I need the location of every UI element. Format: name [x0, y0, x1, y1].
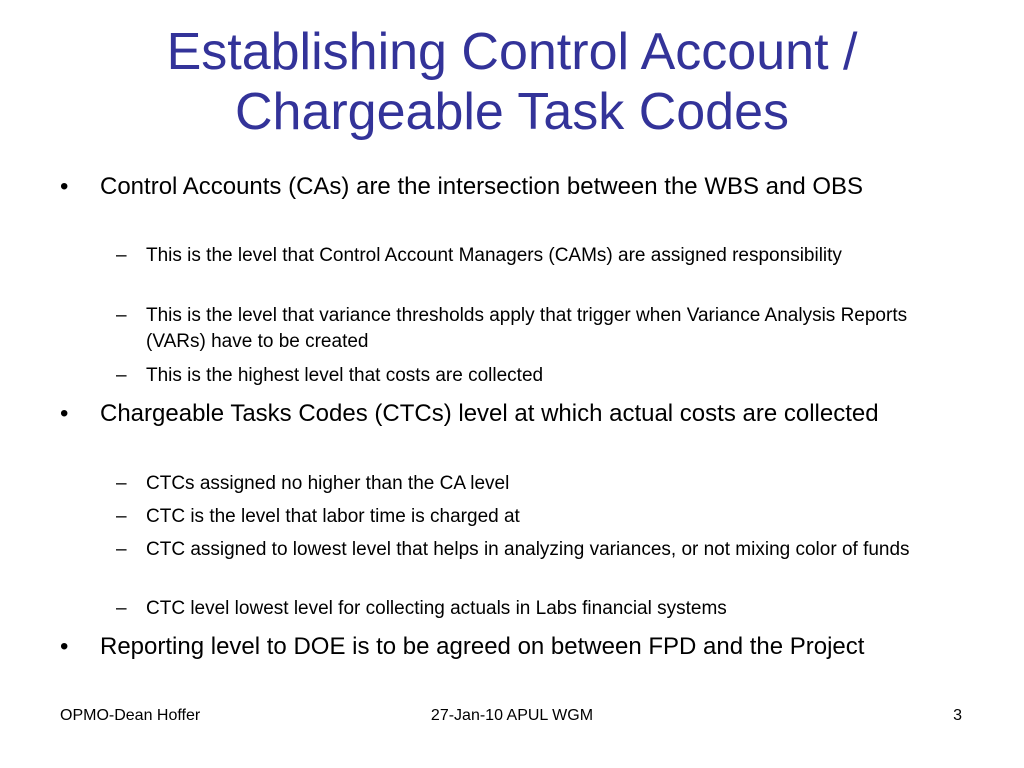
bullet-item: [60, 397, 960, 431]
sub-bullet-text: CTCs assigned no higher than the CA level: [146, 473, 510, 494]
slide-title-line-2: Chargeable Task Codes: [234, 83, 790, 141]
sub-bullet-text: This is the level that variance thresholds apply that trigger when Variance Analysis Reports (VARs) have to be created: [146, 305, 908, 352]
sub-bullet-item: [116, 363, 936, 389]
bullet-text: Reporting level to DOE is to be agreed on between FPD and the Project: [100, 633, 865, 660]
bullet-text: Control Accounts (CAs) are the intersection between the WBS and OBS: [100, 173, 864, 200]
sub-bullet-item: [116, 243, 936, 269]
dash-marker: –: [116, 473, 127, 494]
bullet-item: [60, 630, 960, 664]
sub-bullet-text: CTC assigned to lowest level that helps in analyzing variances, or not mixing color of funds: [146, 539, 910, 560]
sub-bullet-item: [116, 504, 936, 530]
bullet-item: [60, 170, 960, 204]
sub-bullet-text: CTC level lowest level for collecting actuals in Labs financial systems: [146, 598, 727, 619]
footer-page-number: 3: [953, 707, 962, 724]
bullet-text: Chargeable Tasks Codes (CTCs) level at which actual costs are collected: [100, 400, 879, 427]
sub-bullet-item: [116, 537, 936, 563]
sub-bullet-text: This is the level that Control Account Managers (CAMs) are assigned responsibility: [146, 245, 842, 266]
dash-marker: –: [116, 539, 127, 560]
sub-bullet-item: [116, 596, 936, 622]
slide-title: [40, 22, 984, 142]
bullet-marker: •: [60, 400, 69, 427]
dash-marker: –: [116, 365, 127, 386]
bullet-marker: •: [60, 173, 69, 200]
dash-marker: –: [116, 506, 127, 527]
dash-marker: –: [116, 305, 127, 326]
footer-author: OPMO-Dean Hoffer: [60, 707, 201, 724]
dash-marker: –: [116, 245, 127, 266]
slide-title-line-1: Establishing Control Account /: [166, 23, 858, 81]
bullet-marker: •: [60, 633, 69, 660]
sub-bullet-item: [116, 471, 936, 497]
sub-bullet-text: CTC is the level that labor time is charged at: [146, 506, 520, 527]
sub-bullet-item: [116, 303, 936, 355]
sub-bullet-text: This is the highest level that costs are collected: [146, 365, 544, 386]
dash-marker: –: [116, 598, 127, 619]
footer-date-event: 27-Jan-10 APUL WGM: [430, 707, 594, 724]
